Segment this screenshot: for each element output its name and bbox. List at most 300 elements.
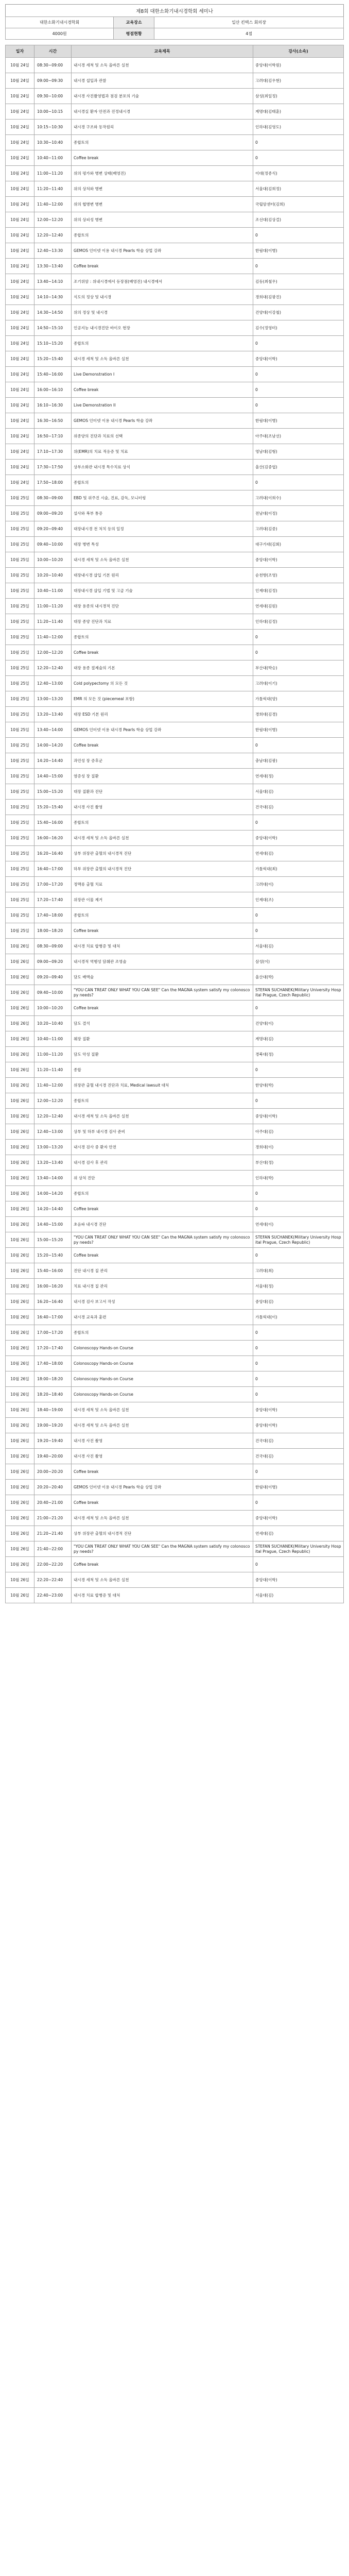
date-cell: 10월 24일: [6, 104, 34, 120]
table-row: [6, 1294, 344, 1310]
speaker-cell: 0: [253, 908, 344, 923]
speaker-cell: 울산대(박): [253, 970, 344, 985]
topic-cell: 종합토의: [72, 475, 253, 490]
speaker-cell: 0: [253, 382, 344, 398]
speaker-cell: 0: [253, 1557, 344, 1572]
table-row: [6, 676, 344, 691]
date-cell: 10월 26일: [6, 1541, 34, 1557]
time-cell: 15:40~16:00: [34, 1263, 72, 1279]
date-cell: 10월 24일: [6, 382, 34, 398]
date-cell: 10월 25일: [6, 660, 34, 676]
date-cell: 10월 26일: [6, 1433, 34, 1449]
date-cell: 10월 25일: [6, 753, 34, 769]
time-cell: 11:20~11:40: [34, 1062, 72, 1078]
topic-cell: 내시경 치료 합병증 및 대처: [72, 939, 253, 954]
time-cell: 14:20~14:40: [34, 1201, 72, 1217]
date-cell: 10월 24일: [6, 197, 34, 212]
info-row-1: [6, 17, 344, 28]
topic-cell: 위의 협병변 병변: [72, 197, 253, 212]
date-cell: 10월 25일: [6, 490, 34, 506]
date-cell: 10월 24일: [6, 73, 34, 89]
venue-label: 교육장소: [114, 17, 154, 28]
time-cell: 18:00~18:20: [34, 1371, 72, 1387]
table-row: [6, 1526, 344, 1541]
topic-cell: 상부 위장관 출혈의 내시경적 진단: [72, 846, 253, 861]
date-cell: 10월 25일: [6, 630, 34, 645]
topic-cell: 위장관 이물 제거: [72, 892, 253, 908]
speaker-cell: 건국대(김): [253, 1449, 344, 1464]
table-row: [6, 429, 344, 444]
time-cell: 09:30~10:00: [34, 89, 72, 104]
table-row: [6, 398, 344, 413]
table-row: [6, 305, 344, 320]
table-row: [6, 537, 344, 552]
table-row: [6, 599, 344, 614]
date-cell: 10월 26일: [6, 1356, 34, 1371]
date-cell: 10월 25일: [6, 877, 34, 892]
time-cell: 14:10~14:30: [34, 290, 72, 305]
topic-cell: Coffee break: [72, 1001, 253, 1016]
column-header-time: 시간: [34, 45, 72, 58]
column-header-date: 일자: [6, 45, 34, 58]
topic-cell: 설사와 복부 통증: [72, 506, 253, 521]
speaker-cell: 0: [253, 1325, 344, 1341]
time-cell: 16:00~16:10: [34, 382, 72, 398]
speaker-cell: 건국대(김): [253, 1433, 344, 1449]
topic-cell: Colonoscopy Hands-on Course: [72, 1371, 253, 1387]
time-cell: 11:00~11:20: [34, 1047, 72, 1062]
speaker-cell: 경희대(김광진): [253, 290, 344, 305]
speaker-cell: 고려대(이): [253, 877, 344, 892]
time-cell: 12:00~12:20: [34, 212, 72, 228]
date-cell: 10월 25일: [6, 908, 34, 923]
time-cell: 13:40~14:00: [34, 1171, 72, 1186]
speaker-cell: 인제대(김정): [253, 583, 344, 599]
course-info-table: [5, 16, 344, 40]
speaker-cell: 서울대(정): [253, 1279, 344, 1294]
speaker-cell: 건양대(이강철): [253, 305, 344, 320]
table-row: [6, 568, 344, 583]
topic-cell: "YOU CAN TREAT ONLY WHAT YOU CAN SEE" Can the MAGNA system satisfy my colonoscopy needs?: [72, 1541, 253, 1557]
topic-cell: Colonoscopy Hands-on Course: [72, 1387, 253, 1402]
speaker-cell: 한양대(박): [253, 1078, 344, 1093]
time-cell: 08:30~09:00: [34, 58, 72, 73]
table-row: [6, 228, 344, 243]
speaker-cell: 중앙대(이학원): [253, 58, 344, 73]
time-cell: 16:00~16:20: [34, 831, 72, 846]
time-cell: 12:00~12:20: [34, 1093, 72, 1109]
speaker-cell: 고려대(이희수): [253, 490, 344, 506]
date-cell: 10월 26일: [6, 1480, 34, 1495]
time-cell: 12:20~12:40: [34, 1109, 72, 1124]
date-cell: 10월 26일: [6, 1557, 34, 1572]
topic-cell: 위의 평가와 병변 상태(배영진): [72, 166, 253, 181]
topic-cell: Coffee break: [72, 150, 253, 166]
date-cell: 10월 26일: [6, 1140, 34, 1155]
time-cell: 11:20~11:40: [34, 181, 72, 197]
speaker-cell: 0: [253, 630, 344, 645]
topic-cell: 내시경 세척 및 소독 올바른 실천: [72, 351, 253, 367]
time-cell: 16:30~16:50: [34, 413, 72, 429]
time-cell: 11:40~12:00: [34, 1078, 72, 1093]
time-cell: 15:40~16:00: [34, 367, 72, 382]
speaker-cell: 건양대(이): [253, 1016, 344, 1031]
topic-cell: 내시경 교육과 훈련: [72, 1310, 253, 1325]
table-row: [6, 1124, 344, 1140]
speaker-cell: 조선대(김상걸): [253, 212, 344, 228]
date-cell: 10월 26일: [6, 1232, 34, 1248]
time-cell: 21:00~21:20: [34, 1511, 72, 1526]
table-row: [6, 135, 344, 150]
table-row: [6, 1248, 344, 1263]
table-row: [6, 630, 344, 645]
time-cell: 14:00~14:20: [34, 738, 72, 753]
date-cell: 10월 26일: [6, 1464, 34, 1480]
time-cell: 09:40~10:00: [34, 537, 72, 552]
date-cell: 10월 25일: [6, 831, 34, 846]
speaker-cell: 0: [253, 1356, 344, 1371]
table-row: [6, 939, 344, 954]
topic-cell: Coffee break: [72, 645, 253, 660]
table-row: [6, 351, 344, 367]
date-cell: 10월 25일: [6, 784, 34, 800]
table-row: [6, 831, 344, 846]
date-cell: 10월 25일: [6, 552, 34, 568]
topic-cell: 내시경 사진 촬영: [72, 800, 253, 815]
time-cell: 17:00~17:20: [34, 877, 72, 892]
date-cell: 10월 26일: [6, 1093, 34, 1109]
table-row: [6, 1387, 344, 1402]
speaker-cell: 0: [253, 150, 344, 166]
table-row: [6, 954, 344, 970]
time-cell: 10:15~10:30: [34, 120, 72, 135]
date-cell: 10월 26일: [6, 1217, 34, 1232]
time-cell: 09:20~09:40: [34, 521, 72, 537]
topic-cell: 정맥류 출혈 치료: [72, 877, 253, 892]
date-cell: 10월 24일: [6, 166, 34, 181]
time-cell: 19:20~19:40: [34, 1433, 72, 1449]
time-cell: 20:20~20:40: [34, 1480, 72, 1495]
table-row: [6, 877, 344, 892]
table-row: [6, 1078, 344, 1093]
time-cell: 10:00~10:20: [34, 552, 72, 568]
topic-cell: 인공지능 내시경진단 바이오 현장: [72, 320, 253, 336]
topic-cell: 내시경 치료 합병증 및 대처: [72, 1588, 253, 1603]
table-row: [6, 73, 344, 89]
time-cell: 22:20~22:40: [34, 1572, 72, 1588]
date-cell: 10월 26일: [6, 1155, 34, 1171]
topic-cell: 대장 종양 진단과 치료: [72, 614, 253, 630]
date-cell: 10월 25일: [6, 537, 34, 552]
time-cell: 18:20~18:40: [34, 1387, 72, 1402]
speaker-cell: 연세대(김): [253, 1526, 344, 1541]
time-cell: 14:30~14:50: [34, 305, 72, 320]
table-row: [6, 1449, 344, 1464]
speaker-cell: 0: [253, 228, 344, 243]
time-cell: 09:40~10:00: [34, 985, 72, 1001]
time-cell: 14:40~15:00: [34, 1217, 72, 1232]
speaker-cell: 중앙대(김): [253, 1294, 344, 1310]
table-row: [6, 846, 344, 861]
topic-cell: 담도 결석: [72, 1016, 253, 1031]
topic-cell: 조기위암 : 위내시경에서 등장점(배영진) 내시경에서: [72, 274, 253, 290]
date-cell: 10월 25일: [6, 861, 34, 877]
topic-cell: 위의 정상 및 내시경: [72, 305, 253, 320]
schedule-header-row: [6, 45, 344, 58]
time-cell: 16:40~17:00: [34, 861, 72, 877]
table-row: [6, 197, 344, 212]
date-cell: 10월 26일: [6, 1279, 34, 1294]
table-row: [6, 1464, 344, 1480]
speaker-cell: STEFAN SUCHANEK(Military University Hospital Prague, Czech Republic): [253, 985, 344, 1001]
date-cell: 10월 26일: [6, 1449, 34, 1464]
topic-cell: 대장 용종 절제술의 기본: [72, 660, 253, 676]
table-row: [6, 1588, 344, 1603]
table-row: [6, 738, 344, 753]
table-row: [6, 908, 344, 923]
speaker-cell: 서울대(김): [253, 939, 344, 954]
date-cell: 10월 24일: [6, 351, 34, 367]
speaker-cell: 영남대(김형): [253, 444, 344, 460]
time-cell: 16:20~16:40: [34, 846, 72, 861]
time-cell: 10:40~11:00: [34, 583, 72, 599]
speaker-cell: 연세대(정): [253, 769, 344, 784]
table-row: [6, 1279, 344, 1294]
date-cell: 10월 26일: [6, 1511, 34, 1526]
table-row: [6, 1201, 344, 1217]
speaker-cell: 중앙대(이학): [253, 1109, 344, 1124]
speaker-cell: 인하대(박): [253, 1171, 344, 1186]
speaker-cell: 0: [253, 1201, 344, 1217]
speaker-cell: 한림대(이병): [253, 243, 344, 259]
table-row: [6, 1480, 344, 1495]
date-cell: 10월 24일: [6, 305, 34, 320]
time-cell: 08:30~09:00: [34, 490, 72, 506]
time-cell: 21:20~21:40: [34, 1526, 72, 1541]
topic-cell: 내시경 섭입과 관찰: [72, 73, 253, 89]
table-row: [6, 753, 344, 769]
column-header-speaker: 강사(소속): [253, 45, 344, 58]
topic-cell: "YOU CAN TREAT ONLY WHAT YOU CAN SEE" Can the MAGNA system satisfy my colonoscopy needs?: [72, 1232, 253, 1248]
time-cell: 10:20~10:40: [34, 1016, 72, 1031]
topic-cell: Coffee break: [72, 923, 253, 939]
speaker-cell: 0: [253, 367, 344, 382]
topic-cell: Colonoscopy Hands-on Course: [72, 1356, 253, 1371]
date-cell: 10월 24일: [6, 181, 34, 197]
table-row: [6, 382, 344, 398]
date-cell: 10월 24일: [6, 228, 34, 243]
table-row: [6, 985, 344, 1001]
table-row: [6, 1140, 344, 1155]
date-cell: 10월 26일: [6, 1186, 34, 1201]
topic-cell: 종합토의: [72, 1325, 253, 1341]
time-cell: 12:40~13:00: [34, 676, 72, 691]
table-row: [6, 490, 344, 506]
speaker-cell: 김수(정영미): [253, 320, 344, 336]
date-cell: 10월 26일: [6, 1294, 34, 1310]
topic-cell: 대장내시경 삽입 기법 및 고급 기술: [72, 583, 253, 599]
table-row: [6, 1541, 344, 1557]
date-cell: 10월 26일: [6, 1325, 34, 1341]
time-cell: 11:20~11:40: [34, 614, 72, 630]
topic-cell: 담도 배액술: [72, 970, 253, 985]
speaker-cell: 대구가대(김회): [253, 537, 344, 552]
time-cell: 10:40~11:00: [34, 150, 72, 166]
table-row: [6, 614, 344, 630]
time-cell: 17:40~18:00: [34, 908, 72, 923]
topic-cell: 위 상처 진단: [72, 1171, 253, 1186]
table-row: [6, 1186, 344, 1201]
topic-cell: 췌장 질환: [72, 1031, 253, 1047]
date-cell: 10월 25일: [6, 583, 34, 599]
speaker-cell: 가톨릭대(이): [253, 1310, 344, 1325]
date-cell: 10월 24일: [6, 444, 34, 460]
column-header-topic: 교육제목: [72, 45, 253, 58]
date-cell: 10월 24일: [6, 460, 34, 475]
topic-cell: 대장 ESD 기본 원리: [72, 707, 253, 722]
table-row: [6, 104, 344, 120]
topic-cell: 진단 내시경 질 관리: [72, 1263, 253, 1279]
topic-cell: Live Demonstration I: [72, 367, 253, 382]
time-cell: 18:40~19:00: [34, 1402, 72, 1418]
date-cell: 10월 25일: [6, 815, 34, 831]
topic-cell: Coffee break: [72, 1557, 253, 1572]
date-cell: 10월 24일: [6, 89, 34, 104]
time-cell: 13:20~13:40: [34, 707, 72, 722]
table-row: [6, 259, 344, 274]
table-row: [6, 1217, 344, 1232]
table-row: [6, 1325, 344, 1341]
time-cell: 14:20~14:40: [34, 753, 72, 769]
table-row: [6, 861, 344, 877]
date-cell: 10월 26일: [6, 1062, 34, 1078]
time-cell: 13:30~13:40: [34, 259, 72, 274]
date-cell: 10월 25일: [6, 769, 34, 784]
table-row: [6, 1062, 344, 1078]
speaker-cell: 한림대(이병): [253, 413, 344, 429]
topic-cell: EBD 및 위주진 시술, 진료, 감독, 모니터링: [72, 490, 253, 506]
topic-cell: 내시경 세척 및 소독 올바른 실천: [72, 831, 253, 846]
date-cell: 10월 24일: [6, 58, 34, 73]
time-cell: 16:40~17:00: [34, 1310, 72, 1325]
speaker-cell: 경희대(김경): [253, 707, 344, 722]
table-row: [6, 166, 344, 181]
speaker-cell: 연세대(이): [253, 1217, 344, 1232]
time-cell: 17:40~18:00: [34, 1356, 72, 1371]
table-row: [6, 1155, 344, 1171]
table-row: [6, 120, 344, 135]
date-cell: 10월 24일: [6, 398, 34, 413]
time-cell: 16:00~16:20: [34, 1279, 72, 1294]
date-cell: 10월 26일: [6, 1047, 34, 1062]
topic-cell: 내시경 세척 및 소독 올바른 실천: [72, 1572, 253, 1588]
table-row: [6, 800, 344, 815]
table-row: [6, 1356, 344, 1371]
speaker-cell: 0: [253, 1341, 344, 1356]
speaker-cell: 서울대(김): [253, 784, 344, 800]
table-row: [6, 707, 344, 722]
table-row: [6, 181, 344, 197]
time-cell: 17:20~17:40: [34, 892, 72, 908]
table-row: [6, 815, 344, 831]
speaker-cell: 충남대(김광): [253, 753, 344, 769]
topic-cell: 위종양의 진단과 치료의 선택: [72, 429, 253, 444]
table-row: [6, 1310, 344, 1325]
date-cell: 10월 25일: [6, 521, 34, 537]
speaker-cell: 국립암센터(김희): [253, 197, 344, 212]
date-cell: 10월 24일: [6, 212, 34, 228]
date-cell: 10월 26일: [6, 1402, 34, 1418]
topic-cell: 식도의 정상 및 내시경: [72, 290, 253, 305]
table-row: [6, 367, 344, 382]
topic-cell: Coffee break: [72, 1495, 253, 1511]
topic-cell: Coffee break: [72, 1248, 253, 1263]
speaker-cell: 0: [253, 1062, 344, 1078]
time-cell: 22:00~22:20: [34, 1557, 72, 1572]
topic-cell: 내시경 세척 및 소독 올바른 실천: [72, 58, 253, 73]
topic-cell: Colonoscopy Hands-on Course: [72, 1341, 253, 1356]
speaker-cell: STEFAN SUCHANEK(Military University Hospital Prague, Czech Republic): [253, 1541, 344, 1557]
speaker-cell: STEFAN SUCHANEK(Military University Hospital Prague, Czech Republic): [253, 1232, 344, 1248]
time-cell: 17:00~17:20: [34, 1325, 72, 1341]
time-cell: 09:00~09:20: [34, 506, 72, 521]
topic-cell: 위(EMR)의 치료 적응증 및 치료: [72, 444, 253, 460]
speaker-cell: 아주대(조남선): [253, 429, 344, 444]
speaker-cell: 인하대(김정): [253, 614, 344, 630]
speaker-cell: 가톨릭대(최): [253, 861, 344, 877]
time-cell: 15:20~15:40: [34, 1248, 72, 1263]
venue-value: 일산 킨텍스 회의장: [154, 17, 344, 28]
date-cell: 10월 26일: [6, 1201, 34, 1217]
date-cell: 10월 25일: [6, 800, 34, 815]
time-cell: 15:00~15:20: [34, 784, 72, 800]
speaker-cell: 0: [253, 475, 344, 490]
date-cell: 10월 25일: [6, 923, 34, 939]
speaker-cell: 0: [253, 1186, 344, 1201]
time-cell: 12:00~12:20: [34, 645, 72, 660]
table-row: [6, 1511, 344, 1526]
time-cell: 10:00~10:15: [34, 104, 72, 120]
time-cell: 15:20~15:40: [34, 800, 72, 815]
speaker-cell: 계명대(김태훈): [253, 104, 344, 120]
table-row: [6, 212, 344, 228]
speaker-cell: 인제대(조): [253, 892, 344, 908]
date-cell: 10월 25일: [6, 722, 34, 738]
date-cell: 10월 26일: [6, 1124, 34, 1140]
speaker-cell: 한림대(이병): [253, 722, 344, 738]
score-label: 평점현황: [114, 28, 154, 40]
time-cell: 13:40~14:10: [34, 274, 72, 290]
date-cell: 10월 24일: [6, 274, 34, 290]
table-row: [6, 583, 344, 599]
topic-cell: 내시경 검사 후 관리: [72, 1155, 253, 1171]
time-cell: 10:30~10:40: [34, 135, 72, 150]
time-cell: 14:50~15:10: [34, 320, 72, 336]
credits-value: 4000원: [6, 28, 114, 40]
time-cell: 17:10~17:30: [34, 444, 72, 460]
speaker-cell: 0: [253, 135, 344, 150]
topic-cell: 내시경실 환자 안전과 진정내시경: [72, 104, 253, 120]
time-cell: 13:00~13:20: [34, 691, 72, 707]
time-cell: 09:00~09:30: [34, 73, 72, 89]
speaker-cell: 0: [253, 645, 344, 660]
date-cell: 10월 26일: [6, 1016, 34, 1031]
table-row: [6, 722, 344, 738]
topic-cell: 종합토의: [72, 815, 253, 831]
table-row: [6, 1171, 344, 1186]
date-cell: 10월 26일: [6, 1495, 34, 1511]
time-cell: 16:20~16:40: [34, 1294, 72, 1310]
